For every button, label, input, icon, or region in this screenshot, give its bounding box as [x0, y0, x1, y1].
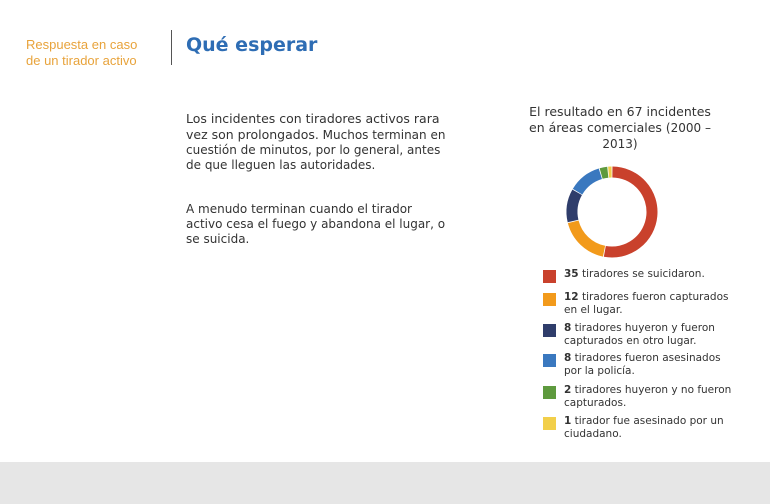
legend-description: tiradores fueron capturados en el lugar.: [564, 291, 729, 316]
chart-title: El resultado en 67 incidentes en áreas comerciales: [529, 104, 711, 135]
legend-label: [564, 415, 734, 441]
legend-count: 2: [564, 384, 572, 396]
header-divider: [171, 30, 172, 65]
legend-description: tiradores se suicidaron.: [578, 268, 705, 280]
legend-label: [564, 268, 734, 281]
donut-slice-2: [573, 222, 604, 251]
legend-count: 8: [564, 352, 572, 364]
paragraph-rest: Muchos terminan en cuestión de minutos, por lo general, antes de que lleguen las autoridades.: [186, 128, 446, 172]
donut-slice-5: [601, 172, 608, 173]
legend-label: [564, 352, 734, 378]
legend-label: [564, 291, 734, 317]
paragraph-duration: [186, 111, 446, 173]
legend-description: tirador fue asesinado por un ciudadano.: [564, 415, 724, 440]
legend-description: tiradores huyeron y fueron capturados en otro lugar.: [564, 322, 715, 347]
footer-band: [0, 462, 770, 504]
legend-count: 8: [564, 322, 572, 334]
legend-swatch: [543, 354, 556, 367]
legend-description: tiradores huyeron y no fueron capturados.: [564, 384, 732, 409]
legend-swatch: [543, 386, 556, 399]
legend-count: 1: [564, 415, 572, 427]
legend-label: [564, 322, 734, 348]
page-title: Qué esperar: [186, 34, 318, 56]
legend-count: 12: [564, 291, 579, 303]
donut-slice-4: [578, 174, 601, 192]
legend-swatch: [543, 324, 556, 337]
legend-description: tiradores fueron asesinados por la policía.: [564, 352, 721, 377]
paragraph-lead: Los incidentes con tiradores activos rara vez son prolongados.: [186, 111, 440, 142]
chart-subtitle: (2000 – 2013): [602, 121, 711, 151]
paragraph-ending: A menudo terminan cuando el tirador activo cesa el fuego y abandona el lugar, o se suicida.: [186, 202, 446, 246]
donut-slice-1: [605, 172, 652, 252]
donut-slice-3: [572, 192, 577, 221]
legend-swatch: [543, 293, 556, 306]
legend-swatch: [543, 270, 556, 283]
section-label: Respuesta en caso de un tirador activo: [26, 37, 138, 68]
legend-swatch: [543, 417, 556, 430]
legend-count: 35: [564, 268, 579, 280]
donut-chart: [560, 160, 664, 264]
legend-label: [564, 384, 734, 410]
chart-title-block: [525, 104, 715, 152]
